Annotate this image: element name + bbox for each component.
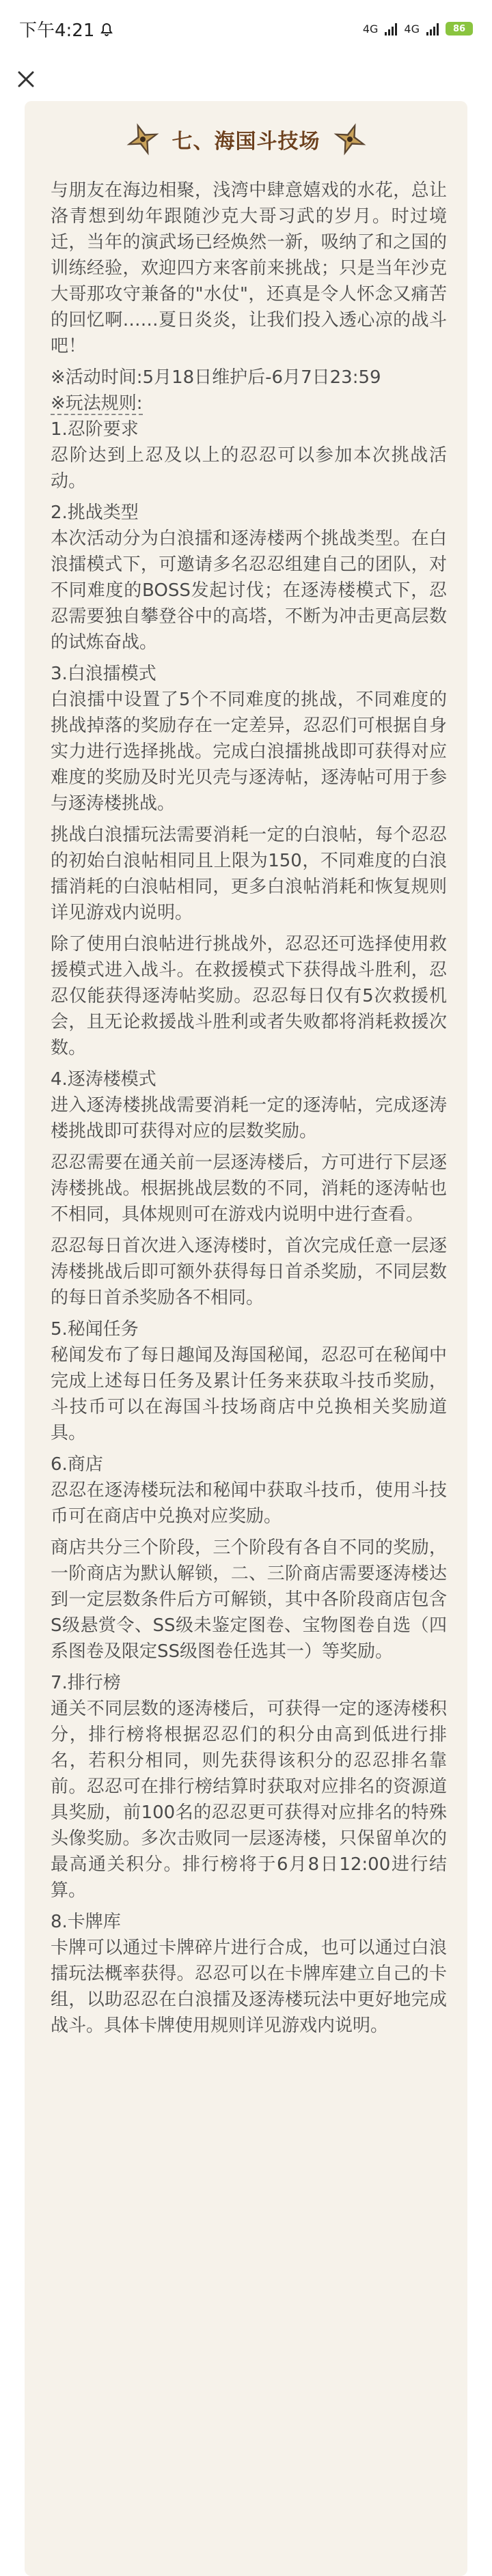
section-heading: 6.商店 bbox=[51, 1454, 103, 1475]
section-paragraph: 通关不同层数的逐涛楼后，可获得一定的逐涛楼积分，排行榜将根据忍忍们的积分由高到低进行排名，若积分相同，则先获得该积分的忍忍排名靠前。忍忍可在排行榜结算时获取对应排名的资源道具奖励，前100名的忍忍更可获得对应排名的特殊头像奖励。多次击败同一层逐涛楼，只保留单次的最高通关积分。排行榜将于6月8日12:00进行结算。 bbox=[51, 1699, 447, 1901]
section-heading: 3.白浪擂模式 bbox=[51, 664, 156, 684]
intro-paragraph: 与朋友在海边相聚，浅湾中肆意嬉戏的水花，总让洛青想到幼年跟随沙克大哥习武的岁月。时过境迁，当年的演武场已经焕然一新，吸纳了和之国的训练经验，欢迎四方来客前来挑战；只是当年沙克大哥那攻守兼备的"水仗"，还真是令人怀念又痛苦的回忆啊……夏日炎炎，让我们投入透心凉的战斗吧！ bbox=[51, 180, 447, 356]
rules-label-text: ※玩法规则: bbox=[51, 393, 143, 414]
article-content bbox=[51, 178, 447, 2044]
section-heading: 8.卡牌库 bbox=[51, 1912, 121, 1932]
section-paragraph: 忍阶达到上忍及以上的忍忍可以参加本次挑战活动。 bbox=[51, 445, 447, 492]
section-heading: 4.逐涛楼模式 bbox=[51, 1069, 156, 1090]
section-8 bbox=[51, 1909, 447, 2039]
article-panel bbox=[25, 101, 467, 2576]
network-type-2: 4G bbox=[404, 22, 420, 36]
section-paragraph: 挑战白浪擂玩法需要消耗一定的白浪帖，每个忍忍的初始白浪帖相同且上限为150，不同难度的白浪擂消耗的白浪帖相同，更多白浪帖消耗和恢复规则详见游戏内说明。 bbox=[51, 825, 447, 923]
notification-icon bbox=[100, 21, 113, 36]
shuriken-right-icon bbox=[331, 121, 368, 158]
top-bar bbox=[0, 57, 492, 101]
section-2 bbox=[51, 500, 447, 655]
section-6 bbox=[51, 1452, 447, 1665]
status-right bbox=[363, 22, 473, 36]
shuriken-left-icon bbox=[124, 121, 161, 158]
section-heading: 1.忍阶要求 bbox=[51, 419, 139, 440]
battery-icon bbox=[446, 22, 473, 36]
section-heading: 7.排行榜 bbox=[51, 1673, 121, 1693]
section-3 bbox=[51, 661, 447, 1061]
section-5 bbox=[51, 1316, 447, 1446]
network-type-1: 4G bbox=[362, 22, 379, 36]
section-paragraph: 卡牌可以通过卡牌碎片进行合成，也可以通过白浪擂玩法概率获得。忍忍可以在卡牌库建立自己的卡组，以助忍忍在白浪擂及逐涛楼玩法中更好地完成战斗。具体卡牌使用规则详见游戏内说明。 bbox=[51, 1938, 447, 2036]
section-paragraph: 除了使用白浪帖进行挑战外，忍忍还可选择使用救援模式进入战斗。在救援模式下获得战斗胜利，忍忍仅能获得逐涛帖奖励。忍忍每日仅有5次救援机会，且无论救援战斗胜利或者失败都将消耗救援次数。 bbox=[51, 934, 447, 1058]
status-left bbox=[19, 16, 113, 42]
signal-icon bbox=[426, 22, 439, 36]
status-bar bbox=[0, 0, 492, 57]
section-1 bbox=[51, 416, 447, 494]
status-time: 下午4:21 bbox=[19, 20, 95, 41]
section-paragraph: 秘闻发布了每日趣闻及海国秘闻，忍忍可在秘闻中完成上述每日任务及累计任务来获取斗技币奖励，斗技币可以在海国斗技场商店中兑换相关奖励道具。 bbox=[51, 1345, 447, 1443]
title-row bbox=[25, 117, 467, 161]
activity-time: ※活动时间:5月18日维护后-6月7日23:59 bbox=[51, 367, 381, 388]
section-paragraph: 商店共分三个阶段，三个阶段有各自不同的奖励，一阶商店为默认解锁，二、三阶商店需要逐涛楼达到一定层数条件后方可解锁，其中各阶段商店包含S级悬赏令、SS级未鉴定图卷、宝物图卷自选（四系图卷及限定SS级图卷任选其一）等奖励。 bbox=[51, 1538, 447, 1662]
section-heading: 2.挑战类型 bbox=[51, 503, 139, 523]
rules-label bbox=[51, 391, 447, 416]
section-paragraph: 忍忍需要在通关前一层逐涛楼后，方可进行下层逐涛楼挑战。根据挑战层数的不同，消耗的逐涛帖也不相同，具体规则可在游戏内说明中进行查看。 bbox=[51, 1152, 447, 1225]
signal-icon bbox=[385, 22, 397, 36]
section-heading: 5.秘闻任务 bbox=[51, 1319, 139, 1340]
section-paragraph: 忍忍在逐涛楼玩法和秘闻中获取斗技币，使用斗技币可在商店中兑换对应奖励。 bbox=[51, 1480, 447, 1527]
section-paragraph: 忍忍每日首次进入逐涛楼时，首次完成任意一层逐涛楼挑战后即可额外获得每日首杀奖励，不同层数的每日首杀奖励各不相同。 bbox=[51, 1236, 447, 1308]
close-icon[interactable] bbox=[15, 68, 37, 90]
section-7 bbox=[51, 1670, 447, 1903]
section-title: 七、海国斗技场 bbox=[172, 130, 320, 154]
section-paragraph: 白浪擂中设置了5个不同难度的挑战，不同难度的挑战掉落的奖励存在一定差异，忍忍们可根据自身实力进行选择挑战。完成白浪擂挑战即可获得对应难度的奖励及时光贝壳与逐涛帖，逐涛帖可用于参与逐涛楼挑战。 bbox=[51, 690, 447, 814]
section-4 bbox=[51, 1066, 447, 1311]
battery-level: 86 bbox=[452, 23, 466, 34]
section-paragraph: 本次活动分为白浪擂和逐涛楼两个挑战类型。在白浪擂模式下，可邀请多名忍忍组建自己的团队，对不同难度的BOSS发起讨伐；在逐涛楼模式下，忍忍需要独自攀登谷中的高塔，不断为冲击更高层数的试炼奋战。 bbox=[51, 528, 447, 653]
section-paragraph: 进入逐涛楼挑战需要消耗一定的逐涛帖，完成逐涛楼挑战即可获得对应的层数奖励。 bbox=[51, 1095, 447, 1142]
